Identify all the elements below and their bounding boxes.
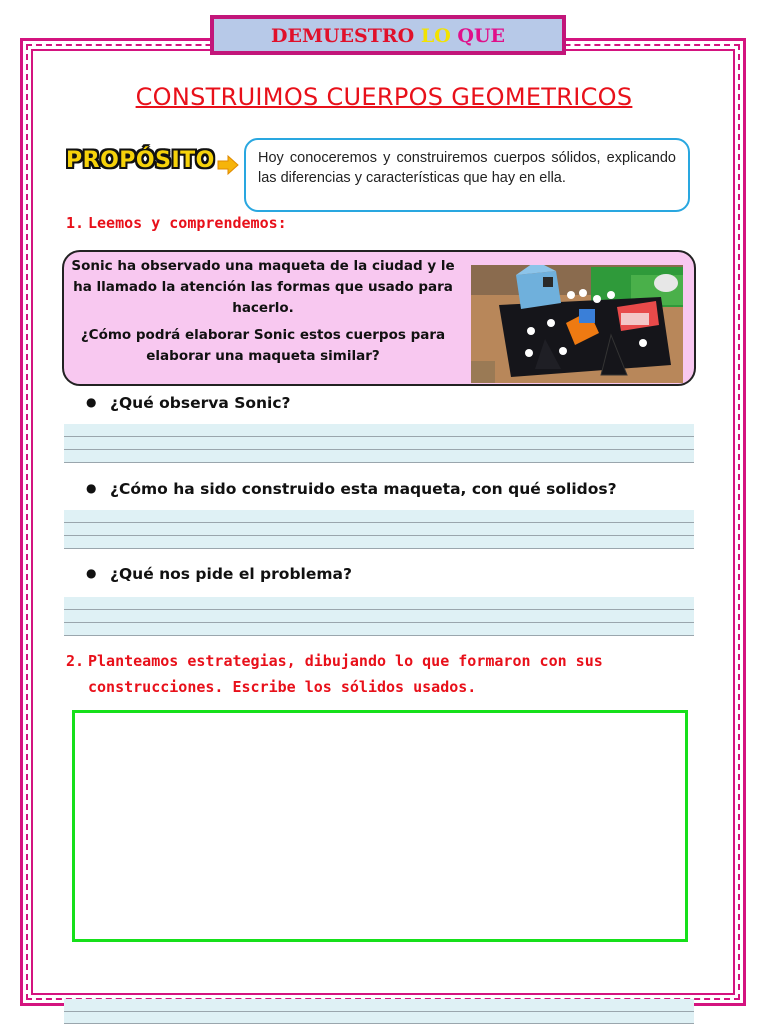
question-2: [86, 480, 617, 498]
story-text: [70, 256, 456, 373]
answer-line[interactable]: [64, 437, 694, 450]
answer-line[interactable]: [64, 1012, 694, 1024]
header-banner: [210, 15, 566, 55]
question-1: [86, 394, 291, 412]
answer-lines-bottom[interactable]: [64, 999, 694, 1024]
answer-line[interactable]: [64, 510, 694, 523]
answer-line[interactable]: [64, 999, 694, 1012]
answer-line[interactable]: [64, 597, 694, 610]
drawing-area[interactable]: [72, 710, 688, 942]
section-1-number: 1.: [66, 214, 85, 232]
answer-lines-3[interactable]: [64, 597, 694, 636]
bullet-icon: ●: [86, 481, 97, 495]
answer-line[interactable]: [64, 424, 694, 437]
model-city-photo: [471, 265, 683, 383]
answer-line[interactable]: [64, 623, 694, 636]
purpose-box: Hoy conoceremos y construiremos cuerpos sólidos, explicando las diferencias y características que hay en ella.: [244, 138, 690, 212]
answer-lines-2[interactable]: [64, 510, 694, 549]
header-word-2: LO: [420, 25, 451, 47]
bullet-icon: ●: [86, 566, 97, 580]
question-3-text: ¿Qué nos pide el problema?: [110, 565, 352, 583]
question-3: [86, 565, 352, 583]
question-1-text: ¿Qué observa Sonic?: [110, 394, 291, 412]
answer-line[interactable]: [64, 450, 694, 463]
page-title-text: CONSTRUIMOS CUERPOS GEOMETRICOS: [135, 83, 633, 111]
story-paragraph-2: ¿Cómo podrá elaborar Sonic estos cuerpos para elaborar una maqueta similar?: [80, 327, 446, 364]
header-word-1: DEMUESTRO: [270, 25, 415, 47]
question-2-text: ¿Cómo ha sido construido esta maqueta, con qué solidos?: [110, 480, 617, 498]
proposito-badge: PROPÓSITO: [66, 148, 215, 173]
story-paragraph-1: Sonic ha observado una maqueta de la ciudad y le ha llamado la atención las formas que usado para hacerlo.: [71, 258, 455, 316]
answer-lines-1[interactable]: [64, 424, 694, 463]
answer-line[interactable]: [64, 536, 694, 549]
bullet-icon: ●: [86, 395, 97, 409]
answer-line[interactable]: [64, 610, 694, 623]
section-1-title: Leemos y comprendemos:: [88, 214, 287, 232]
page-title: [0, 83, 768, 111]
section-2-heading: [66, 648, 603, 700]
section-1-heading: [66, 210, 287, 236]
header-word-3: QUE: [457, 25, 506, 47]
section-2-line-2: construcciones. Escribe los sólidos usados.: [88, 678, 477, 696]
arrow-right-icon: [216, 153, 240, 177]
section-2-number: 2.: [66, 652, 85, 670]
section-2-line-1: Planteamos estrategias, dibujando lo que formaron con sus: [88, 652, 603, 670]
answer-line[interactable]: [64, 523, 694, 536]
